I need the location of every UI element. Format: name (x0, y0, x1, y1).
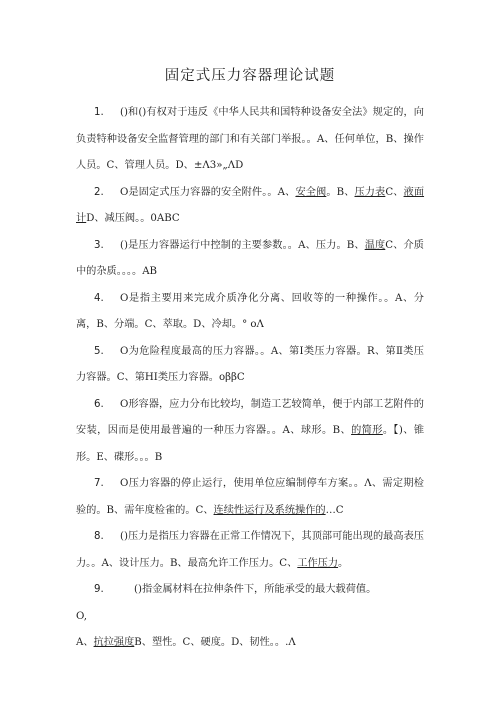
question-text: O压力容器的停止运行，使用单位应编制停车方案。。Λ、需定期检验的。B、需年度检雀的。C、 (76, 478, 424, 516)
question-number: 4. (94, 292, 104, 304)
question-number: 3. (94, 239, 104, 251)
question-number: 5. (94, 345, 104, 357)
question-number: 7. (94, 478, 104, 489)
question-9 (76, 577, 424, 604)
underlined-answer: 的简形 (351, 425, 383, 436)
underlined-answer: 液面计 (76, 186, 425, 224)
question-number: 8. (94, 531, 104, 542)
question-text: ()压力是指压力容器在正常工作情况下，其顶部可能出现的最高表压力。。A、设计压力。B、最高允许工作压力。C、 (76, 531, 424, 569)
question-text: 。【)、锥形。E、碟形。。。B (76, 425, 425, 463)
question-text: 。B、 (326, 186, 355, 198)
question-number: 6. (94, 398, 104, 410)
question-text: ()指金属材料在拉伸条件下，所能承受的最大载荷值。 (134, 584, 377, 595)
underlined-answer: 压力表 (354, 186, 386, 198)
question-text: ()是压力容器运行中控制的主要参数。。A、压力。B、 (120, 239, 365, 251)
question-text: D、减压阀。。0ABC (86, 213, 180, 224)
question-1 (76, 100, 424, 180)
underlined-answer: 抗拉强度 (93, 637, 135, 648)
question-number: 2. (94, 186, 104, 198)
question-text: C、介质中的杂质。。。。AB (76, 239, 424, 277)
question-number: 9. (94, 584, 104, 595)
question-text: O形容器，应力分布比较均，制造工艺较简单，便于内部工艺附件的安装，因而是使用最普遍的一种压力容器。。A、球形。B、 (76, 398, 424, 436)
question-text: ()和()有权对于违反《中华人民共和国特种设备安全法》规 (120, 107, 383, 118)
question-text: O, (76, 610, 87, 622)
question-6 (76, 392, 424, 472)
question-text: O为危险程度最高的压力容器。。A、第I类压力容器。R、第Ⅱ类压力容器。C、第HI类压力容器。oββC (76, 345, 424, 383)
question-text: B、塑性。C、硬度。D、韧性。。.Λ (134, 637, 296, 648)
question-text: 。 (338, 557, 349, 569)
underlined-answer: 工作压力 (297, 557, 339, 569)
underlined-answer: 连续性运行及系统操作的 (213, 504, 326, 516)
question-3 (76, 233, 424, 286)
underlined-answer: 温度 (364, 239, 386, 251)
question-text-cont: 定的，向负责特种设备安全监督管理的部门和有关部门举报。。A、任何单位，B、操作人员。C、管理人员。D、±Λ3»„ΛD (76, 107, 424, 171)
question-4 (76, 286, 424, 339)
question-9-options (76, 630, 424, 657)
question-8 (76, 524, 424, 577)
question-5 (76, 339, 424, 392)
question-7 (76, 471, 424, 524)
question-9-marker (76, 604, 424, 631)
underlined-answer: 安全阀 (295, 186, 327, 198)
question-text: …C (325, 504, 344, 516)
page-title: 固定式压力容器理论试题 (164, 68, 336, 84)
question-text: A、 (76, 637, 94, 648)
question-text: O是指主要用来完成介质净化分离、回收等的一种操作。。A、分离，B、分端。C、萃取。D、冷却。° oΛ (76, 292, 424, 330)
question-2 (76, 180, 424, 233)
question-text: O是固定式压力容器的安全附件。。A、 (120, 186, 296, 198)
question-text: C、 (385, 186, 404, 198)
question-number: 1. (94, 107, 104, 118)
